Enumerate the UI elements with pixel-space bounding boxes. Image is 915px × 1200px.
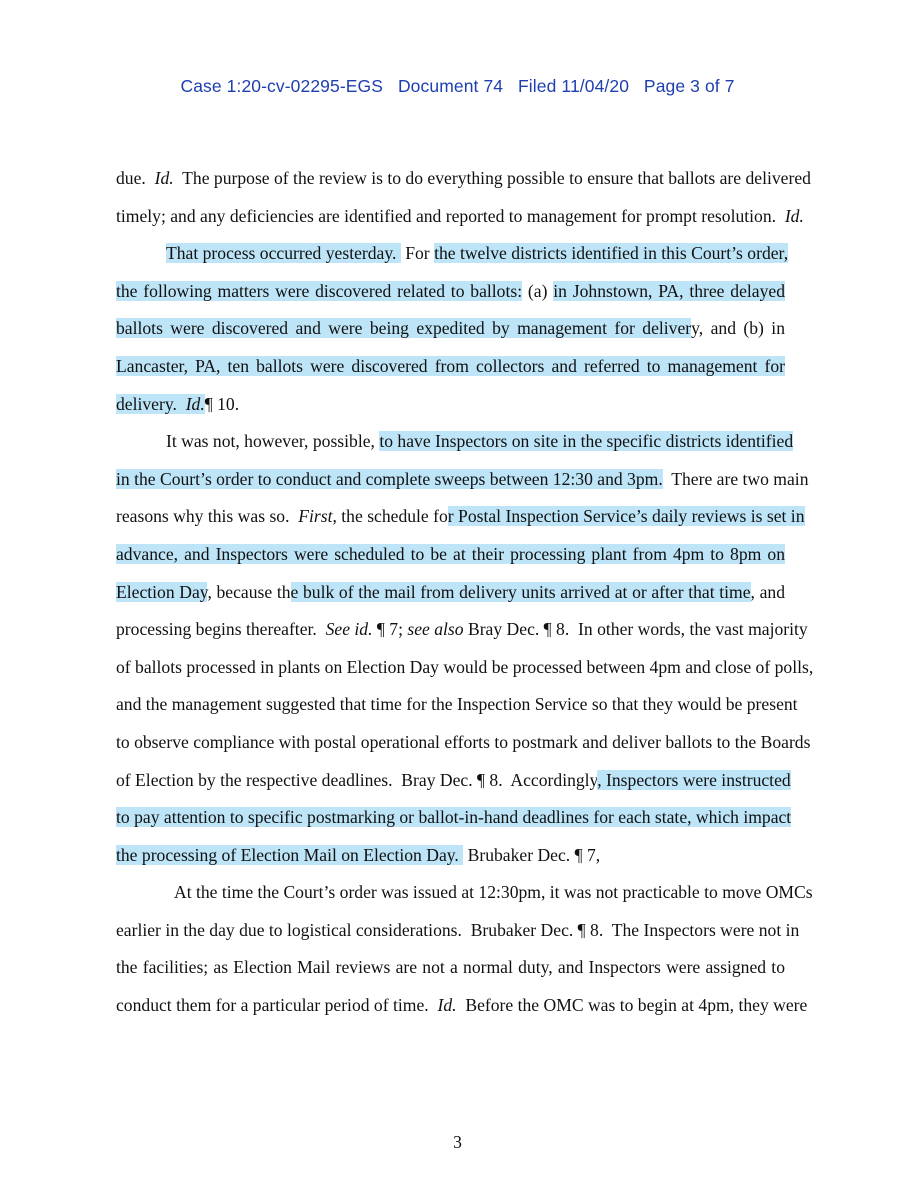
text-segment: Before the OMC was to begin at 4pm, they were [456, 995, 808, 1016]
document-number: Document 74 [397, 76, 504, 96]
text-segment: processing begins thereafter. [116, 619, 326, 640]
highlighted-text: That process occurred yesterday. [166, 243, 401, 264]
text-line [116, 536, 785, 574]
highlighted-text: , Inspectors were instructed [597, 769, 791, 790]
text-segment: of ballots processed in plants on Election Day would be processed between 4pm and close of polls, [116, 656, 814, 677]
text-line [116, 649, 814, 687]
text-segment: , and [750, 581, 785, 602]
highlighted-text: advance, and Inspectors were scheduled to be at their processing plant from 4pm to 8pm on [116, 543, 785, 564]
text-line [116, 874, 813, 912]
text-line [116, 461, 809, 499]
text-line [116, 273, 785, 311]
highlighted-text: e bulk of the mail from delivery units arrived at or after that time [290, 581, 751, 602]
text-line [116, 611, 808, 649]
highlighted-text: to pay attention to specific postmarking or ballot-in-hand deadlines for each state, which impact [116, 807, 792, 828]
text-line [116, 949, 785, 987]
text-segment: Id. [437, 995, 457, 1016]
highlighted-text: Lancaster, PA, ten ballots were discovered from collectors and referred to management for [116, 355, 785, 376]
text-line [116, 837, 785, 875]
highlighted-text: in Johnstown, PA, three delayed [553, 280, 785, 301]
document-body [116, 160, 814, 1025]
text-segment: and the management suggested that time for the Inspection Service so that they would be present [116, 694, 798, 715]
text-line [116, 574, 785, 612]
text-segment: First [298, 506, 333, 527]
text-segment: , because th [207, 581, 291, 602]
text-segment: Id. [784, 205, 804, 226]
filed-date: Filed 11/04/20 [518, 76, 630, 96]
text-line [116, 498, 805, 536]
highlighted-text: the twelve districts identified in this Court’s order, [434, 243, 789, 264]
text-line [116, 987, 808, 1025]
text-segment: For [400, 243, 435, 264]
case-header [0, 76, 915, 97]
text-segment: Brubaker Dec. ¶ 7, [463, 844, 601, 865]
text-segment: ¶ 7; [372, 619, 408, 640]
text-line [116, 799, 792, 837]
text-segment: timely; and any deficiencies are identified and reported to management for prompt resolution. [116, 205, 785, 226]
text-segment: , the schedule fo [332, 506, 448, 527]
text-segment: of Election by the respective deadlines. Bray Dec. ¶ 8. Accordingly [116, 769, 598, 790]
text-segment: reasons why this was so. [116, 506, 299, 527]
text-line [116, 912, 800, 950]
case-number: Case 1:20-cv-02295-EGS [180, 76, 384, 96]
highlighted-text: ballots were discovered and were being expedited by management for deliver [116, 318, 692, 339]
highlighted-text: the processing of Election Mail on Election Day. [116, 844, 464, 865]
text-segment: the facilities; as Election Mail reviews are not a normal duty, and Inspectors were assigned to [116, 957, 785, 978]
highlighted-text: Election Day [116, 581, 208, 602]
text-line [116, 423, 794, 461]
text-line [116, 310, 785, 348]
highlighted-text: in the Court’s order to conduct and complete sweeps between 12:30 and 3pm. [116, 468, 663, 489]
text-line [116, 348, 785, 386]
text-segment: see also [407, 619, 464, 640]
text-line [116, 386, 785, 424]
highlighted-text: delivery. [116, 393, 186, 414]
text-segment: Id. [154, 168, 174, 188]
highlighted-text: Id. [185, 393, 205, 414]
text-line [116, 198, 804, 236]
text-segment: It was not, however, possible, [166, 431, 380, 452]
text-segment: See id. [325, 619, 373, 640]
page-count: Page 3 of 7 [643, 76, 735, 96]
text-line [116, 724, 811, 762]
text-segment: due. [116, 168, 155, 188]
text-segment: conduct them for a particular period of time. [116, 995, 438, 1016]
text-line [116, 686, 798, 724]
text-line [116, 235, 789, 273]
text-segment: to observe compliance with postal operational efforts to postmark and deliver ballots to the Boards [116, 731, 811, 752]
text-segment: The purpose of the review is to do everything possible to ensure that ballots are delivered [173, 168, 811, 188]
highlighted-text: r Postal Inspection Service’s daily reviews is set in [447, 506, 805, 527]
text-line [116, 762, 791, 800]
text-segment: y, and (b) in [691, 318, 785, 339]
highlighted-text: to have Inspectors on site in the specific districts identified [379, 431, 794, 452]
text-segment: earlier in the day due to logistical considerations. Brubaker Dec. ¶ 8. The Inspectors were not in [116, 919, 800, 940]
text-segment: (a) [522, 280, 554, 301]
page-number: 3 [453, 1132, 462, 1152]
text-segment: There are two main [662, 468, 809, 489]
text-segment: ¶ 10. [204, 393, 240, 414]
text-line [116, 160, 811, 198]
text-segment: At the time the Court’s order was issued at 12:30pm, it was not practicable to move OMCs [174, 882, 813, 903]
highlighted-text: the following matters were discovered related to ballots: [116, 280, 523, 301]
text-segment: Bray Dec. ¶ 8. In other words, the vast majority [463, 619, 808, 640]
